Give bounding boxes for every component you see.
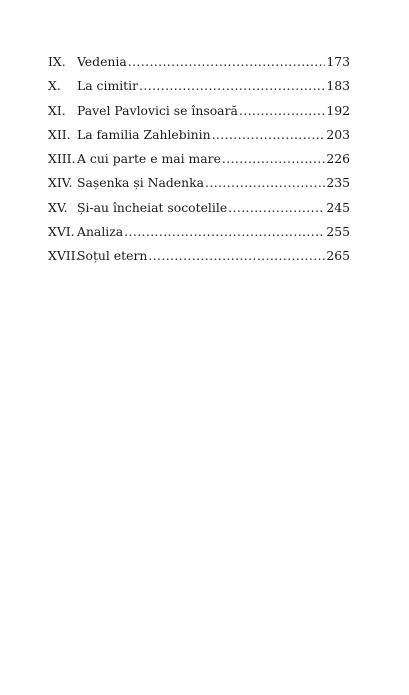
page-number: 245	[326, 199, 350, 215]
chapter-number: XV.	[48, 199, 68, 215]
chapter-title: Sașenka și Nadenka	[77, 175, 205, 191]
table-of-contents	[48, 52, 350, 271]
dot-leader	[239, 101, 325, 121]
dot-leader	[124, 222, 325, 242]
dot-leader	[139, 76, 325, 96]
toc-entry-xii	[48, 125, 350, 149]
chapter-title: La cimitir	[77, 78, 139, 94]
dot-leader	[148, 246, 325, 266]
page-number: 203	[326, 126, 350, 142]
chapter-title: Analiza	[77, 224, 124, 240]
chapter-number: XI.	[48, 102, 66, 118]
toc-entry-xvi	[48, 222, 350, 246]
chapter-number: XII.	[48, 126, 71, 142]
toc-entry-xv	[48, 198, 350, 222]
page-number: 173	[326, 54, 350, 69]
page-number: 226	[326, 151, 350, 167]
chapter-title: Și-au încheiat socotelile	[77, 199, 228, 215]
toc-entry-xiii	[48, 149, 350, 173]
chapter-title: Vedenia	[77, 54, 127, 69]
page-number: 192	[326, 102, 350, 118]
toc-entry-xi	[48, 101, 350, 125]
page-number: 255	[326, 224, 350, 240]
chapter-number: X.	[48, 78, 61, 94]
chapter-number: XVII.	[48, 248, 80, 264]
chapter-number: IX.	[48, 54, 66, 69]
page-number: 235	[326, 175, 350, 191]
chapter-title: A cui parte e mai mare	[77, 151, 221, 167]
chapter-number: XIV.	[48, 175, 73, 191]
dot-leader	[128, 52, 326, 72]
toc-entry-ix	[48, 52, 350, 76]
chapter-title: La familia Zahlebinin	[77, 126, 211, 142]
dot-leader	[222, 149, 325, 169]
page-number: 265	[326, 248, 350, 264]
chapter-title: Pavel Pavlovici se însoară	[77, 102, 238, 118]
toc-entry-x	[48, 76, 350, 100]
page-number: 183	[326, 78, 350, 94]
toc-entry-xiv	[48, 173, 350, 197]
dot-leader	[205, 173, 325, 193]
toc-entry-xvii	[48, 246, 350, 270]
chapter-number: XIII.	[48, 151, 76, 167]
chapter-number: XVI.	[48, 224, 75, 240]
dot-leader	[228, 198, 325, 218]
chapter-title: Soțul etern	[77, 248, 148, 264]
dot-leader	[212, 125, 326, 145]
